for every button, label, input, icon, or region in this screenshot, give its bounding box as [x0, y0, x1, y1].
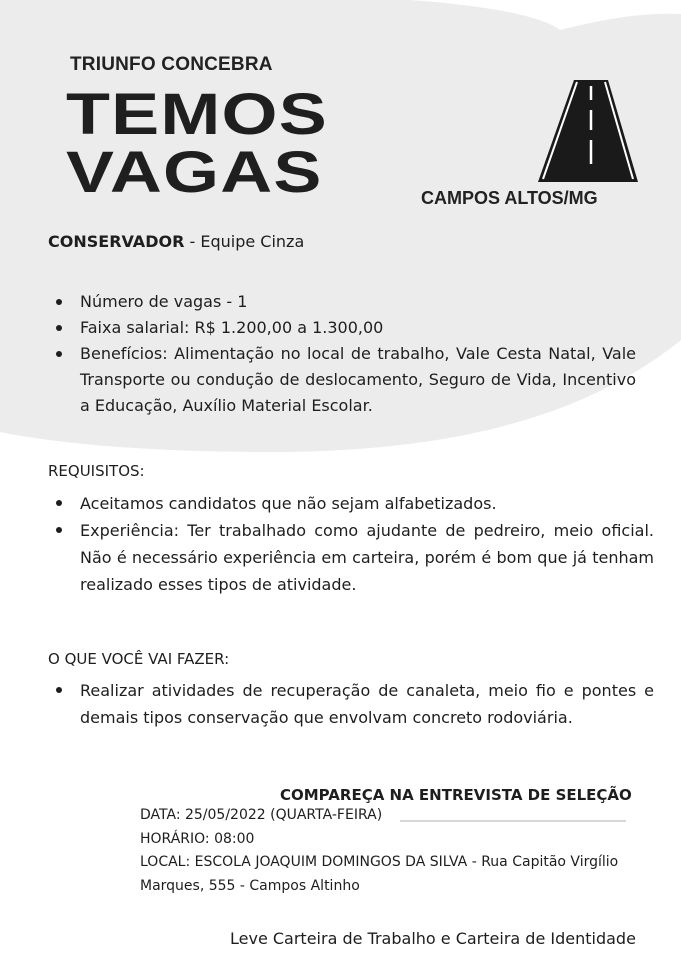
- interview-location-line-1: LOCAL: ESCOLA JOAQUIM DOMINGOS DA SILVA - Rua Capitão Virgílio: [140, 854, 619, 870]
- interview-time: HORÁRIO: 08:00: [140, 830, 255, 847]
- requirement-item: Aceitamos candidatos que não sejam alfabetizados.: [54, 490, 654, 517]
- requirements-list: [54, 490, 654, 598]
- interview-location-line-2: Marques, 555 - Campos Altinho: [140, 877, 360, 894]
- interview-title: COMPAREÇA NA ENTREVISTA DE SELEÇÃO: [280, 786, 632, 804]
- list-item-benefits: Benefícios: Alimentação no local de trabalho, Vale Cesta Natal, Vale Transporte ou condução de deslocamento, Seguro de Vida, Incentivo a Educação, Auxílio Material Escolar.: [54, 341, 636, 419]
- duties-list: [54, 677, 654, 731]
- duty-item: Realizar atividades de recuperação de canaleta, meio fio e pontes e demais tipos conservação que envolvam concreto rodoviária.: [54, 677, 654, 731]
- job-details-list: [54, 289, 636, 419]
- list-item-vacancies: Número de vagas - 1: [54, 289, 636, 315]
- headline-line-2: VAGAS: [66, 140, 323, 205]
- duties-title: O QUE VOCÊ VAI FAZER:: [48, 650, 230, 668]
- job-team: Equipe Cinza: [200, 232, 305, 251]
- interview-details: [140, 804, 640, 898]
- road-icon: [538, 78, 638, 182]
- city-label: CAMPOS ALTOS/MG: [421, 188, 598, 208]
- interview-date: DATA: 25/05/2022 (QUARTA-FEIRA): [140, 807, 383, 823]
- footer-note: Leve Carteira de Trabalho e Carteira de Identidade: [230, 929, 636, 948]
- list-item-salary: Faixa salarial: R$ 1.200,00 a 1.300,00: [54, 315, 636, 341]
- job-role: CONSERVADOR: [48, 232, 185, 251]
- job-separator: -: [184, 232, 201, 251]
- requirements-title: REQUISITOS:: [48, 462, 145, 480]
- company-name: TRIUNFO CONCEBRA: [70, 54, 273, 75]
- headline-line-1: TEMOS: [66, 82, 328, 147]
- job-position: [48, 232, 304, 251]
- requirement-item: Experiência: Ter trabalhado como ajudante de pedreiro, meio oficial. Não é necessário experiência em carteira, porém é bom que já tenham realizado esses tipos de atividade.: [54, 517, 654, 598]
- headline: [66, 82, 328, 205]
